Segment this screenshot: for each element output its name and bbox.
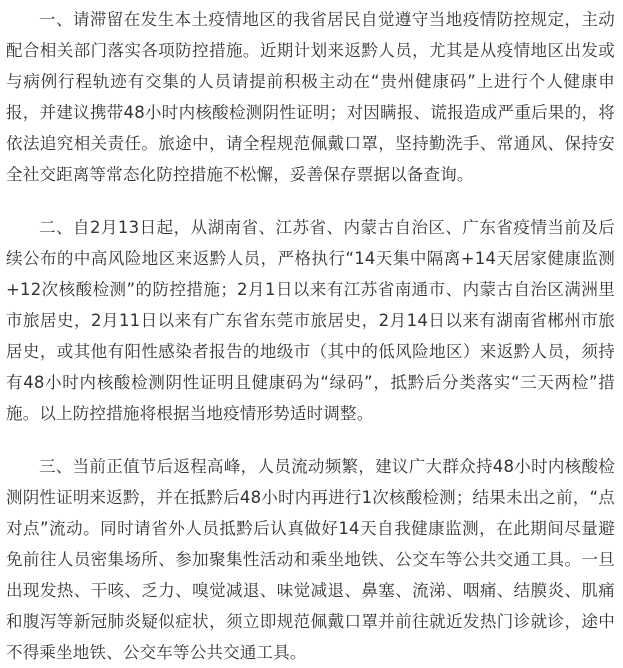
paragraph-1: 一、请滞留在发生本土疫情地区的我省居民自觉遵守当地疫情防控规定，主动配合相关部门落实各项防控措施。近期计划来返黔人员，尤其是从疫情地区出发或与病例行程轨迹有交集的人员请提前积极主动在“贵州健康码”上进行个人健康申报，并建议携带48小时内核酸检测阴性证明；对因瞒报、谎报造成严重后果的，将依法追究相关责任。旅途中，请全程规范佩戴口罩，坚持勤洗手、常通风、保持安全社交距离等常态化防控措施不松懈，妥善保存票据以备查询。 xyxy=(6,10,615,184)
paragraph-2: 二、自2月13日起，从湖南省、江苏省、内蒙古自治区、广东省疫情当前及后续公布的中高风险地区来返黔人员，严格执行“14天集中隔离+14天居家健康监测+12次核酸检测”的防控措施；2月1日以来有江苏省南通市、内蒙古自治区满洲里市旅居史，2月11日以来有广东省东莞市旅居史，2月14日以来有湖南省郴州市旅居史，或其他有阳性感染者报告的地级市（其中的低风险地区）来返黔人员，须持有48小时内核酸检测阴性证明且健康码为“绿码”，抵黔后分类落实“三天两检”措施。以上防控措施将根据当地疫情形势适时调整。 xyxy=(6,218,615,423)
paragraph-3: 三、当前正值节后返程高峰，人员流动频繁，建议广大群众持48小时内核酸检测阴性证明来返黔，并在抵黔后48小时内再进行1次核酸检测；结果未出之前，“点对点”流动。同时请省外人员抵黔后认真做好14天自我健康监测，在此期间尽量避免前往人员密集场所、参加聚集性活动和乘坐地铁、公交车等公共交通工具。一旦出现发热、干咳、乏力、嗅觉减退、味觉减退、鼻塞、流涕、咽痛、结膜炎、肌痛和腹泻等新冠肺炎疑似症状，须立即规范佩戴口罩并前往就近发热门诊就诊，途中不得乘坐地铁、公交车等公共交通工具。 xyxy=(6,457,615,662)
